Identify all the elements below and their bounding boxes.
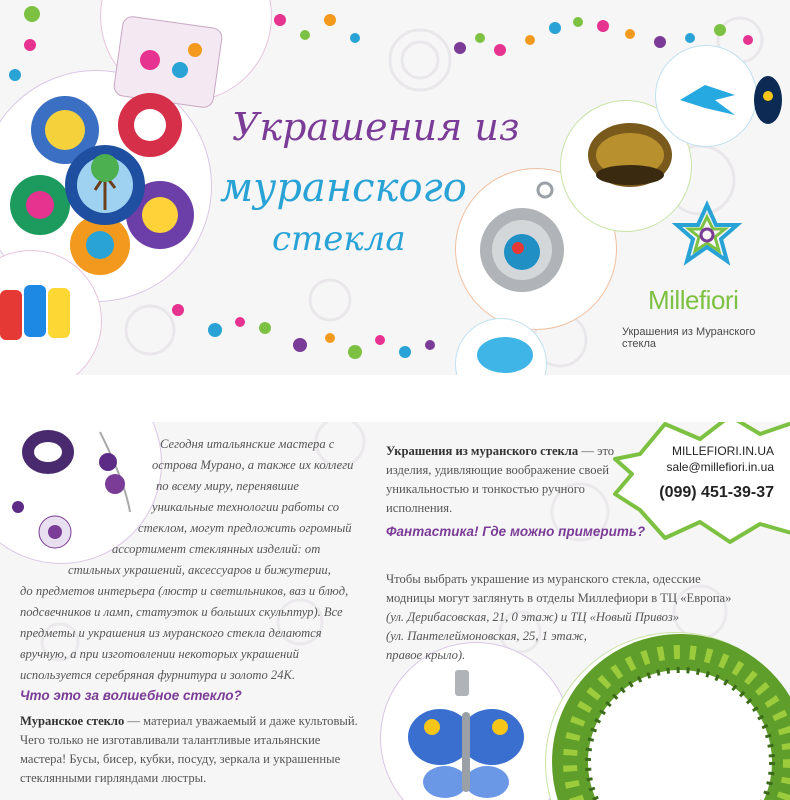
cover-title-line2: муранского	[220, 165, 467, 211]
intro-line: ассортимент стеклянных изделий: от	[112, 542, 321, 556]
flower-garland-bottom	[172, 304, 435, 359]
heading-what-is-glass: Что это за волшебное стекло?	[20, 688, 242, 703]
where-description	[386, 570, 746, 665]
where-line: (ул. Дерибасовская, 21, 0 этаж) и ТЦ «Новый Привоз»	[386, 610, 680, 624]
intro-line: стеклом, могут предложить огромный	[138, 521, 352, 535]
glass-description	[20, 712, 360, 788]
phone-number[interactable]: (099) 451-39-37	[659, 484, 774, 501]
jewelry-text: — это изделия, удивляющие воображение своей уникальностью и тонкостью ручного исполнения.	[386, 444, 615, 515]
cover-title-line3: стекла	[272, 219, 406, 259]
butterfly-pendant-image	[408, 670, 524, 798]
intro-paragraph	[0, 434, 360, 686]
heading-where-to-try: Фантастика! Где можно примерить?	[386, 524, 646, 539]
cover-title-line1: Украшения из	[232, 105, 520, 149]
jewelry-lead: Украшения из муранского стекла	[386, 444, 579, 458]
intro-line: стильных украшений, аксессуаров и бижутерии,	[68, 563, 331, 577]
where-line: правое крыло).	[386, 648, 466, 662]
large-star-flower	[677, 205, 737, 261]
glass-lead: Муранское стекло	[20, 714, 125, 728]
intro-line: предметы и украшения из муранского стекла делаются	[20, 626, 322, 640]
intro-line: уникальные технологии работы со	[152, 500, 340, 514]
intro-line: по всему миру, перенявшие	[156, 479, 299, 493]
flower-garland-top	[9, 6, 753, 81]
intro-line: Сегодня итальянские мастера с	[160, 437, 335, 451]
website-link[interactable]: MILLEFIORI.IN.UA	[671, 444, 774, 458]
where-line: Чтобы выбрать украшение из муранского стекла, одесские	[386, 572, 701, 586]
jewelry-description	[386, 442, 626, 518]
intro-line: подсвечников и ламп, статуэток и больших скульптур). Все	[20, 605, 343, 619]
cover-panel	[0, 0, 790, 375]
brand-tagline: Украшения из Муранского стекла	[622, 326, 756, 350]
intro-line: острова Мурано, а также их коллеги	[152, 458, 354, 472]
glass-text: — материал уважаемый и даже культовый. Чего только не изготавливали талантливые итальянские мастера! Бусы, бисер, кубки, посуду, зеркала и украшенные стеклянными гирляндами люстры.	[20, 714, 358, 785]
where-line: (ул. Пантелеймоновская, 25, 1 этаж,	[386, 629, 587, 643]
green-bead-bracelet-image	[570, 652, 790, 800]
email-link[interactable]: sale@millefiori.in.ua	[666, 460, 774, 474]
where-line: модницы могут заглянуть в отделы Миллефиори в ТЦ «Европа»	[386, 591, 732, 605]
intro-line: используется серебряная фурнитура и золото 24K.	[20, 668, 296, 682]
intro-line: вручную, а при изготовлении некоторых украшений	[20, 647, 299, 661]
brand-logo-text: Millefiori	[648, 285, 739, 315]
intro-line: до предметов интерьера (люстр и светильников, ваз и блюд,	[20, 584, 349, 598]
